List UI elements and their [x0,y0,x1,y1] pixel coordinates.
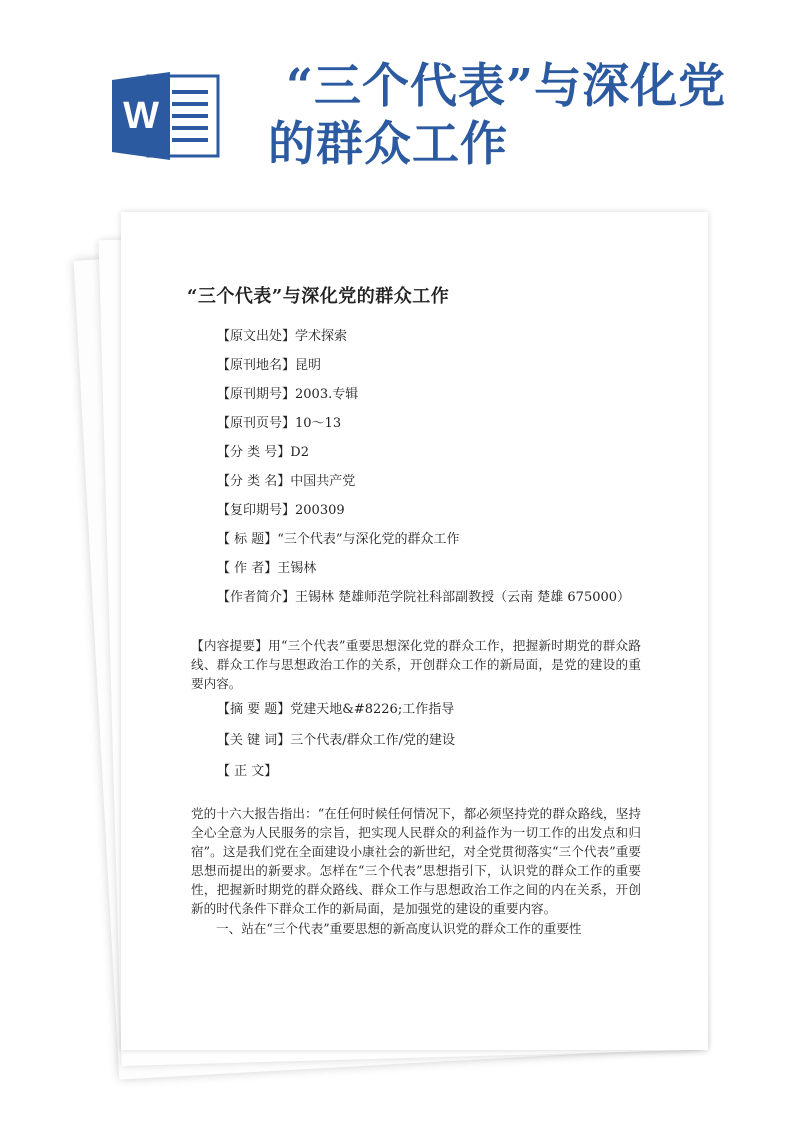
secondary-metadata-list [217,694,455,787]
meta-class-code: 【分 类 号】D2 [217,445,309,460]
meta-author: 【 作 者】王锡林 [217,561,317,576]
header-banner [0,0,800,200]
abstract-paragraph: 【内容提要】用“三个代表”重要思想深化党的群众工作，把握新时期党的群众路线、群众工作与思想政治工作的关系，开创群众工作的新局面，是党的建设的重要内容。 [191,638,641,691]
meta-reprint-issue: 【复印期号】200309 [217,503,345,518]
word-document-icon [110,70,222,162]
word-icon-letter: W [123,95,159,137]
meta-place: 【原刊地名】昆明 [217,358,322,373]
document-title: “三个代表”与深化党的群众工作 [187,286,450,307]
body-paragraph: 党的十六大报告指出：“在任何时候任何情况下，都必须坚持党的群众路线，坚持全心全意为人民服务的宗旨，把实现人民群众的利益作为一切工作的出发点和归宿”。这是我们党在全面建设小康社会的新世纪，对全党贯彻落实“三个代表”重要思想而提出的新要求。怎样在“三个代表”思想指引下，认识党的群众工作的重要性，把握新时期党的群众路线、群众工作与思想政治工作之间的内在关系，开创新的时代条件下群众工作的新局面，是加强党的建设的重要内容。 [191,806,641,916]
meta-issue: 【原刊期号】2003.专辑 [217,387,359,402]
meta-author-bio: 【作者简介】王锡林 楚雄师范学院社科部副教授（云南 楚雄 675000） [217,590,631,605]
banner-title-line-2: 的群众工作 [268,117,508,172]
meta-summary-topic: 【摘 要 题】党建天地&#8226;工作指导 [217,702,455,717]
meta-body-label: 【 正 文】 [217,764,278,779]
meta-title: 【 标 题】“三个代表”与深化党的群众工作 [217,532,460,547]
meta-source: 【原文出处】学术探索 [217,329,348,344]
meta-pages: 【原刊页号】10～13 [217,416,342,431]
meta-keywords: 【关 键 词】三个代表/群众工作/党的建设 [217,733,456,748]
banner-title-line-1: “三个代表”与深化党 [286,59,727,114]
banner-title [268,58,768,174]
metadata-list [217,322,630,612]
section-heading: 一、站在“三个代表”重要思想的新高度认识党的群众工作的重要性 [216,921,582,936]
meta-class-name: 【分 类 名】中国共产党 [217,474,356,489]
